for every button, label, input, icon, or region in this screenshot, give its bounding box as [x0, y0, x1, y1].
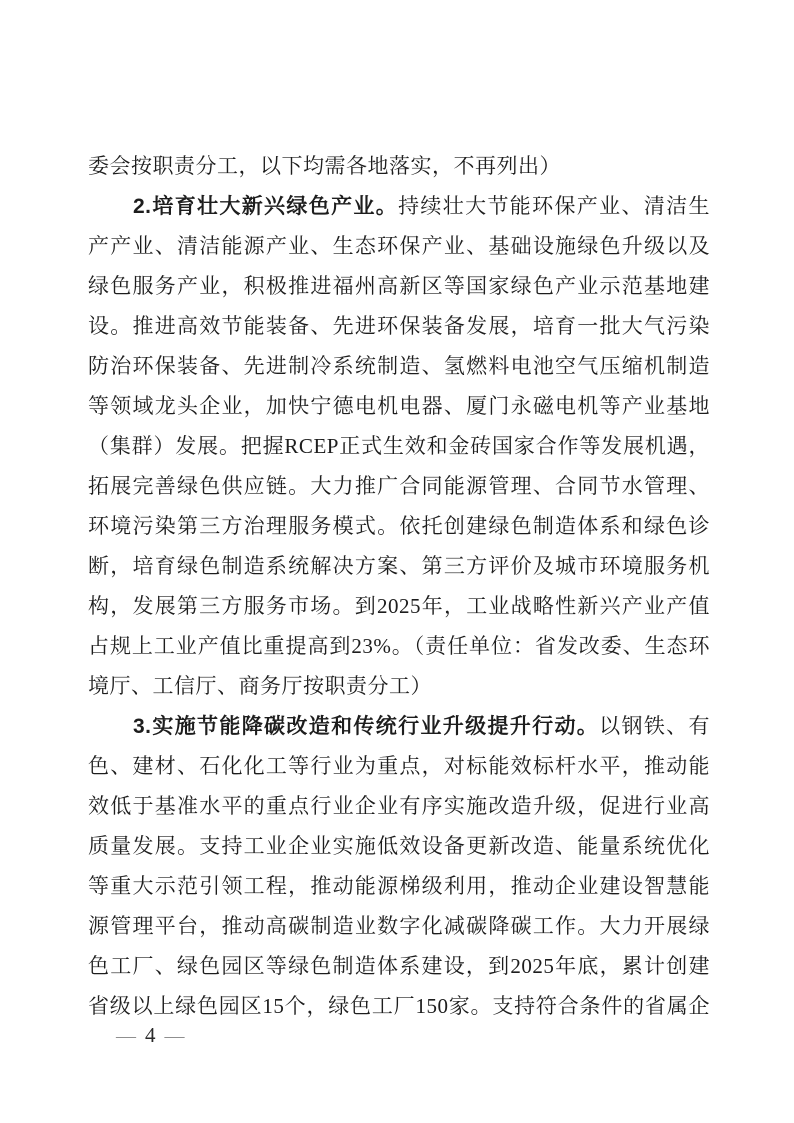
text-line: [88, 946, 710, 986]
text-segment-normal: 省级以上绿色园区15个，绿色工厂150家。支持符合条件的省属企: [88, 994, 710, 1018]
text-line: [88, 306, 710, 346]
text-segment-normal: 源管理平台，推动高碳制造业数字化减碳降碳工作。大力开展绿: [88, 914, 710, 938]
text-line: [88, 466, 710, 506]
text-line: [88, 986, 710, 1026]
text-line: [88, 226, 710, 266]
text-line: [88, 586, 710, 626]
text-line: [88, 626, 710, 666]
text-line: [88, 706, 710, 746]
text-segment-normal: 持续壮大节能环保产业、清洁生: [398, 194, 711, 218]
text-line: [88, 546, 710, 586]
text-line: [88, 786, 710, 826]
text-line: [88, 866, 710, 906]
text-segment-normal: 等领域龙头企业，加快宁德电机电器、厦门永磁电机等产业基地: [88, 394, 710, 418]
text-segment-normal: 防治环保装备、先进制冷系统制造、氢燃料电池空气压缩机制造: [88, 354, 710, 378]
text-line: [88, 386, 710, 426]
text-segment-normal: 占规上工业产值比重提高到23%。: [88, 634, 414, 658]
text-segment-normal: 构，发展第三方服务市场。到2025年，工业战略性新兴产业产值: [88, 594, 710, 618]
document-body: [88, 146, 710, 1026]
text-segment-normal: 设。推进高效节能装备、先进环保装备发展，培育一批大气污染: [88, 314, 710, 338]
text-segment-normal: 拓展完善绿色供应链。大力推广合同能源管理、合同节水管理、: [88, 474, 710, 498]
text-segment-normal: 产产业、清洁能源产业、生态环保产业、基础设施绿色升级以及: [88, 234, 710, 258]
text-segment-bold: 3.实施节能降碳改造和传统行业升级提升行动。: [133, 715, 600, 738]
page-footer: [116, 1021, 185, 1049]
text-line: [88, 146, 710, 186]
text-line: [88, 346, 710, 386]
text-segment-normal: 以钢铁、有: [599, 714, 710, 738]
text-segment-normal: 环境污染第三方治理服务模式。依托创建绿色制造体系和绿色诊: [88, 514, 710, 538]
text-segment-normal: 色工厂、绿色园区等绿色制造体系建设，到2025年底，累计创建: [88, 954, 710, 978]
text-line: [88, 266, 710, 306]
text-line: [88, 746, 710, 786]
text-line: [88, 506, 710, 546]
text-segment-normal: 断，培育绿色制造系统解决方案、第三方评价及城市环境服务机: [88, 554, 710, 578]
text-segment-normal: 等重大示范引领工程，推动能源梯级利用，推动企业建设智慧能: [88, 874, 710, 898]
page-number: 4: [145, 1023, 156, 1047]
text-segment-kaiti: 境厅、工信厅、商务厅按职责分工）: [88, 674, 432, 698]
text-segment-normal: 效低于基准水平的重点行业企业有序实施改造升级，促进行业高: [88, 794, 710, 818]
text-segment-normal: （集群）发展。把握RCEP正式生效和金砖国家合作等发展机遇，: [88, 434, 710, 458]
text-line: [88, 666, 710, 706]
text-line: [88, 826, 710, 866]
text-line: [88, 186, 710, 226]
text-segment-normal: 绿色服务产业，积极推进福州高新区等国家绿色产业示范基地建: [88, 274, 710, 298]
text-segment-bold: 2.培育壮大新兴绿色产业。: [133, 195, 399, 218]
text-segment-normal: 质量发展。支持工业企业实施低效设备更新改造、能量系统优化: [88, 834, 710, 858]
text-segment-normal: 色、建材、石化化工等行业为重点，对标能效标杆水平，推动能: [88, 754, 710, 778]
footer-dash-right: —: [164, 1025, 185, 1047]
footer-dash-left: —: [116, 1025, 136, 1047]
text-line: [88, 426, 710, 466]
text-segment-kaiti: （责任单位：省发改委、生态环: [413, 634, 710, 658]
text-segment-normal: 委会按职责分工，以下均需各地落实，不再列出）: [88, 154, 561, 178]
text-line: [88, 906, 710, 946]
